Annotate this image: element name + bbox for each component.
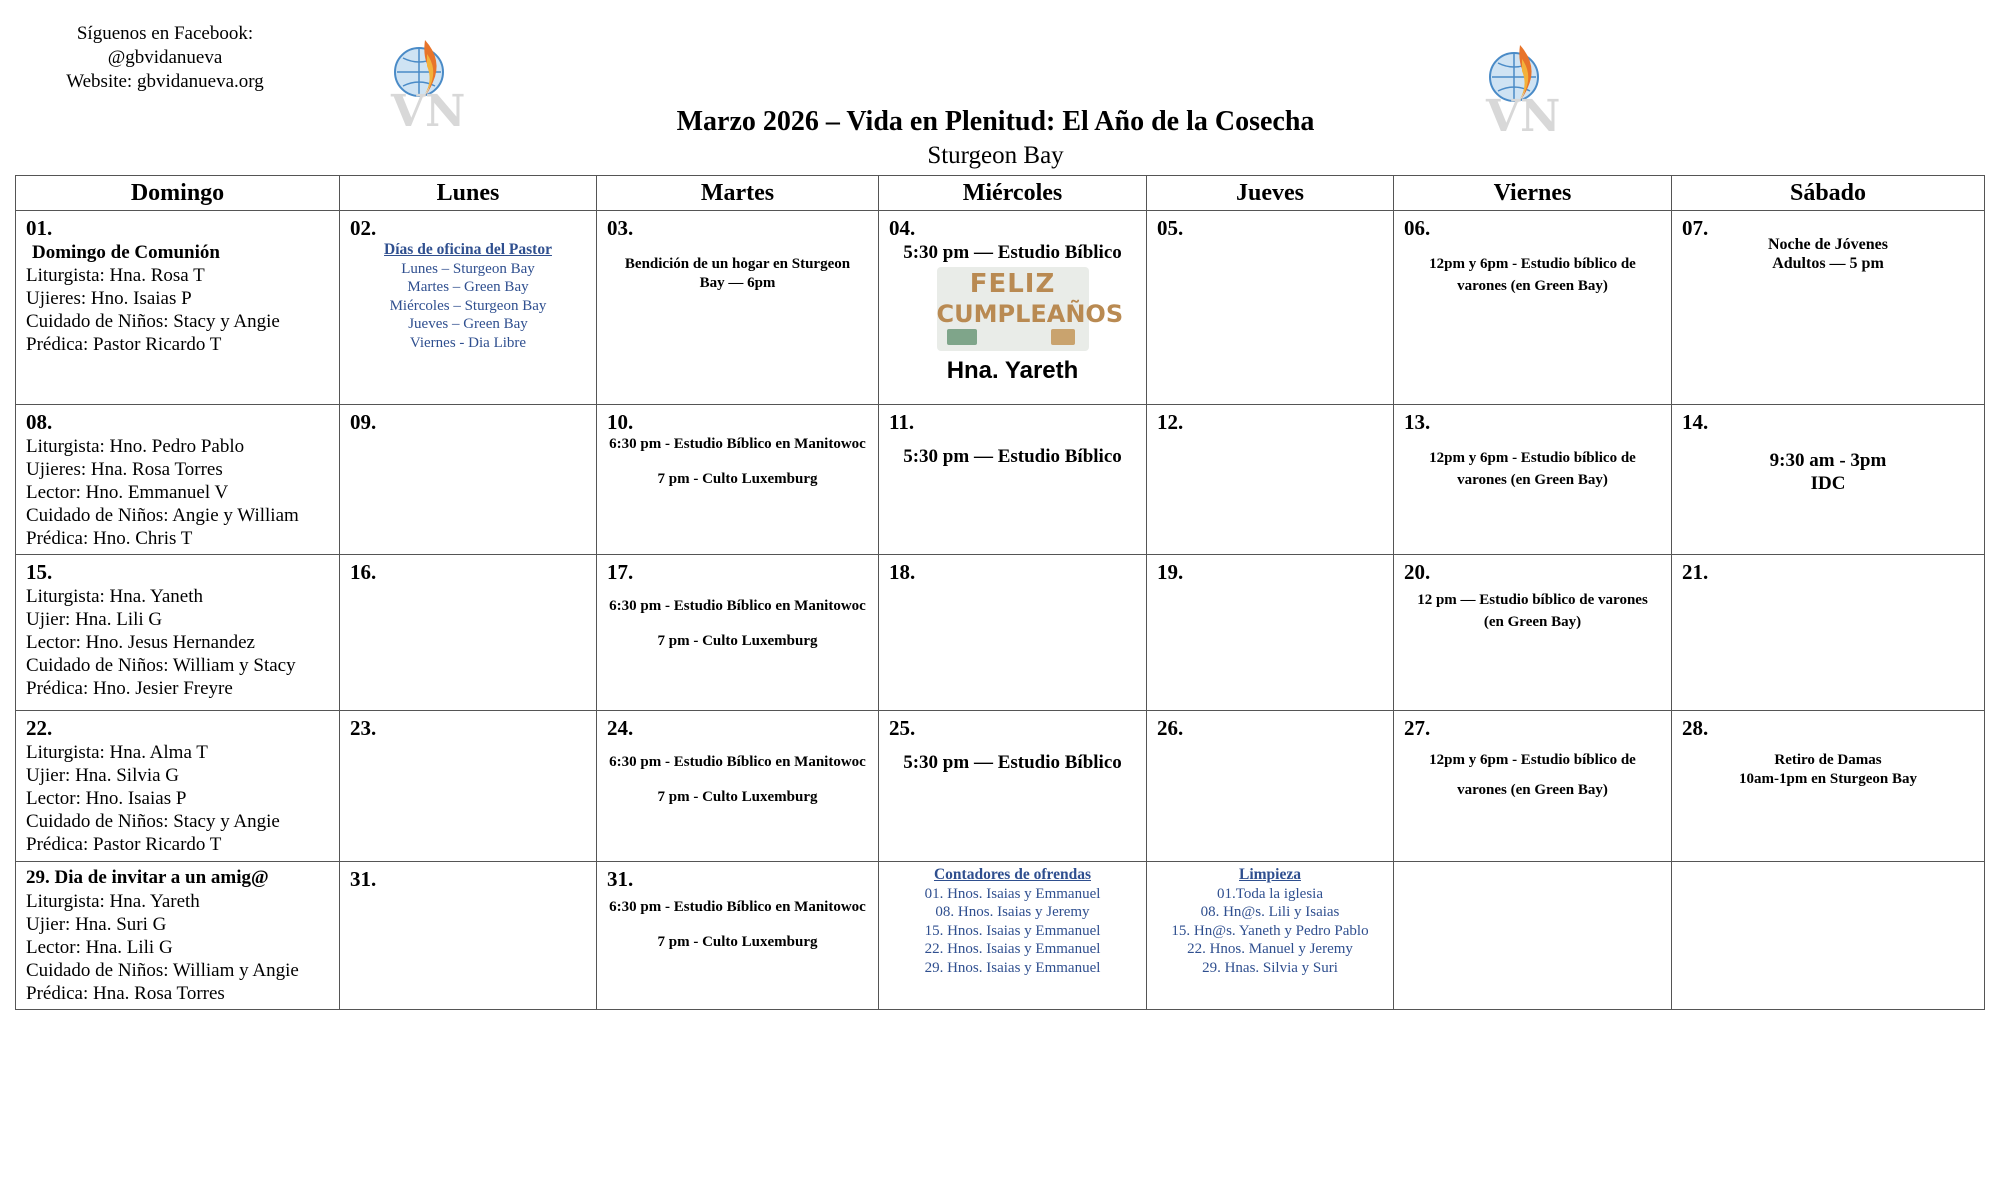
role-line: Liturgista: Hna. Yaneth	[26, 586, 203, 607]
day-cell	[1394, 555, 1672, 711]
day-cell	[879, 862, 1147, 1010]
day-number: 17.	[607, 560, 634, 584]
day-number: 03.	[607, 216, 634, 240]
day-number: 18.	[889, 560, 916, 584]
role-line: Lector: Hna. Lili G	[26, 937, 173, 958]
day-cell	[597, 711, 879, 862]
day-cell	[879, 711, 1147, 862]
role-line: Cuidado de Niños: William y Angie	[26, 960, 299, 981]
day-cell	[1394, 711, 1672, 862]
day-cell	[1394, 405, 1672, 555]
office-day-line: Jueves – Green Bay	[408, 316, 528, 332]
event-text: Retiro de Damas	[1774, 752, 1882, 768]
role-line: Ujier: Hna. Suri G	[26, 914, 167, 935]
day-number: 12.	[1157, 410, 1184, 434]
cleaning-line: 01.Toda la iglesia	[1216, 885, 1323, 902]
day-cell	[597, 555, 879, 711]
day-number: 22.	[26, 716, 53, 740]
day-cell	[879, 405, 1147, 555]
day-number: 27.	[1404, 716, 1431, 740]
event-text: Bendición de un hogar en Sturgeon Bay — 6pm	[624, 256, 851, 291]
event-text: 12pm y 6pm - Estudio bíblico de varones (en Green Bay)	[1429, 752, 1636, 798]
day-number: 31.	[607, 867, 634, 891]
cleaning-line: 15. Hn@s. Yaneth y Pedro Pablo	[1171, 922, 1369, 939]
birthday-image-line: CUMPLEAÑOS	[936, 300, 1124, 328]
logo-letters: VN	[1486, 91, 1561, 142]
birthday-honoree: Hna. Yareth	[946, 357, 1079, 384]
communion-heading: Domingo de Comunión	[32, 242, 220, 263]
day-number: 29. Dia de invitar a un amig@	[26, 867, 269, 888]
weekday-header: Sábado	[1672, 176, 1985, 211]
event-text: 6:30 pm - Estudio Bíblico en Manitowoc	[609, 754, 866, 770]
counter-line: 08. Hnos. Isaias y Jeremy	[935, 904, 1090, 920]
social-line-facebook: Síguenos en Facebook:	[76, 23, 254, 44]
day-number: 01.	[26, 216, 53, 240]
weekday-header: Miércoles	[879, 176, 1147, 211]
role-line: Ujier: Hna. Silvia G	[26, 765, 180, 786]
day-number: 10.	[607, 410, 634, 434]
role-line: Liturgista: Hno. Pedro Pablo	[26, 436, 245, 457]
day-number: 19.	[1157, 560, 1184, 584]
day-number: 20.	[1404, 560, 1431, 584]
day-number: 02.	[350, 216, 377, 240]
website-line: Website: gbvidanueva.org	[66, 71, 264, 92]
role-line: Prédica: Pastor Ricardo T	[26, 834, 222, 855]
pastor-office-heading: Días de oficina del Pastor	[384, 241, 552, 258]
role-line: Cuidado de Niños: Angie y William	[26, 505, 299, 526]
weekday-header: Lunes	[340, 176, 597, 211]
event-text: 9:30 am - 3pm	[1769, 450, 1887, 471]
office-day-line: Lunes – Sturgeon Bay	[401, 260, 535, 277]
gift-icon	[947, 329, 977, 345]
day-number: 11.	[889, 410, 915, 434]
role-line: Ujier: Hna. Lili G	[26, 609, 163, 630]
page-title: Marzo 2026 – Vida en Plenitud: El Año de la Cosecha	[676, 106, 1315, 137]
cleaning-schedule	[1157, 866, 1383, 977]
day-cell	[1672, 862, 1985, 1010]
week-row	[16, 862, 1985, 1010]
logo-letters: VN	[391, 86, 466, 137]
event-text: 6:30 pm - Estudio Bíblico en Manitowoc	[609, 598, 866, 614]
day-cell	[340, 555, 597, 711]
day-number: 13.	[1404, 410, 1431, 434]
week-row	[16, 711, 1985, 862]
cleaning-heading: Limpieza	[1239, 866, 1301, 883]
event-text: 7 pm - Culto Luxemburg	[657, 471, 818, 487]
counter-line: 29. Hnos. Isaias y Emmanuel	[924, 959, 1101, 976]
event-text: 6:30 pm - Estudio Bíblico en Manitowoc	[609, 899, 866, 915]
day-number: 24.	[607, 716, 634, 740]
event-text: 10am-1pm en Sturgeon Bay	[1739, 771, 1917, 787]
day-number: 28.	[1682, 716, 1709, 740]
day-cell	[1672, 555, 1985, 711]
event-text: 5:30 pm — Estudio Bíblico	[903, 752, 1122, 773]
cleaning-line: 22. Hnos. Manuel y Jeremy	[1187, 941, 1353, 957]
day-cell	[340, 862, 597, 1010]
day-cell	[597, 211, 879, 405]
office-day-line: Viernes - Dia Libre	[409, 334, 527, 351]
day-number: 07.	[1682, 216, 1709, 240]
day-cell	[1147, 405, 1394, 555]
day-cell	[340, 211, 597, 405]
page-subtitle: Sturgeon Bay	[927, 142, 1064, 169]
offering-counters	[889, 866, 1136, 977]
counter-line: 15. Hnos. Isaias y Emmanuel	[924, 922, 1101, 939]
role-line: Ujieres: Hna. Rosa Torres	[26, 459, 223, 480]
event-text: 5:30 pm — Estudio Bíblico	[903, 446, 1122, 467]
counter-line: 22. Hnos. Isaias y Emmanuel	[924, 941, 1101, 957]
social-info	[40, 22, 290, 94]
day-number: 23.	[350, 716, 377, 740]
day-number: 05.	[1157, 216, 1184, 240]
event-text: 12 pm — Estudio bíblico de varones (en Green Bay)	[1417, 592, 1648, 630]
offering-counters-heading: Contadores de ofrendas	[933, 866, 1092, 883]
week-row	[16, 405, 1985, 555]
event-text: 12pm y 6pm - Estudio bíblico de varones (en Green Bay)	[1429, 256, 1636, 294]
calendar-table	[15, 175, 1985, 1010]
day-cell	[879, 555, 1147, 711]
day-cell	[1147, 711, 1394, 862]
weekday-header: Domingo	[16, 176, 340, 211]
pastor-office-days	[350, 241, 586, 352]
day-cell	[16, 711, 340, 862]
day-cell	[1672, 711, 1985, 862]
event-text: 7 pm - Culto Luxemburg	[657, 789, 818, 805]
day-number: 08.	[26, 410, 53, 434]
day-cell	[597, 862, 879, 1010]
role-line: Lector: Hno. Isaias P	[26, 788, 187, 809]
day-cell	[1147, 862, 1394, 1010]
office-day-line: Martes – Green Bay	[407, 279, 529, 295]
day-number: 06.	[1404, 216, 1431, 240]
office-day-line: Miércoles – Sturgeon Bay	[389, 297, 547, 314]
day-number: 31.	[350, 867, 377, 891]
day-number: 21.	[1682, 560, 1709, 584]
day-cell	[1147, 555, 1394, 711]
day-number: 09.	[350, 410, 377, 434]
gift-icon	[1051, 329, 1075, 345]
day-cell	[340, 711, 597, 862]
role-line: Prédica: Hno. Chris T	[26, 528, 193, 549]
weekday-header-row	[16, 176, 1985, 211]
day-number: 15.	[26, 560, 53, 584]
role-line: Cuidado de Niños: William y Stacy	[26, 655, 296, 676]
day-number: 14.	[1682, 410, 1709, 434]
counter-line: 01. Hnos. Isaias y Emmanuel	[924, 885, 1101, 902]
event-text: IDC	[1810, 473, 1846, 494]
day-number: 16.	[350, 560, 377, 584]
event-text: 6:30 pm - Estudio Bíblico en Manitowoc	[609, 436, 866, 452]
day-number: 25.	[889, 716, 916, 740]
event-text: 12pm y 6pm - Estudio bíblico de varones (en Green Bay)	[1429, 450, 1636, 488]
day-number: 04.	[889, 216, 916, 240]
day-cell	[1672, 405, 1985, 555]
day-cell	[1394, 211, 1672, 405]
day-cell	[1147, 211, 1394, 405]
day-cell	[1672, 211, 1985, 405]
weekday-header: Jueves	[1147, 176, 1394, 211]
social-handle: @gbvidanueva	[107, 47, 223, 68]
day-cell	[597, 405, 879, 555]
cleaning-line: 08. Hn@s. Lili y Isaias	[1200, 904, 1340, 920]
role-line: Prédica: Hno. Jesier Freyre	[26, 678, 233, 699]
day-cell	[16, 211, 340, 405]
role-line: Prédica: Hna. Rosa Torres	[26, 983, 225, 1004]
role-line: Liturgista: Hna. Yareth	[26, 891, 200, 912]
cleaning-line: 29. Hnas. Silvia y Suri	[1202, 959, 1338, 976]
role-line: Ujieres: Hno. Isaias P	[26, 288, 192, 309]
day-cell	[16, 862, 340, 1010]
day-cell	[879, 211, 1147, 405]
event-text: 7 pm - Culto Luxemburg	[657, 934, 818, 950]
role-line: Liturgista: Hna. Alma T	[26, 742, 208, 763]
week-row	[16, 555, 1985, 711]
day-cell	[1394, 862, 1672, 1010]
weekday-header: Martes	[597, 176, 879, 211]
birthday-image	[936, 267, 1124, 351]
role-line: Lector: Hno. Jesus Hernandez	[26, 632, 255, 653]
event-text: 5:30 pm — Estudio Bíblico	[903, 242, 1122, 263]
day-cell	[16, 555, 340, 711]
event-text: 7 pm - Culto Luxemburg	[657, 633, 818, 649]
role-line: Prédica: Pastor Ricardo T	[26, 334, 222, 355]
role-line: Liturgista: Hna. Rosa T	[26, 265, 205, 286]
day-cell	[340, 405, 597, 555]
day-cell	[16, 405, 340, 555]
week-row	[16, 211, 1985, 405]
role-line: Lector: Hno. Emmanuel V	[26, 482, 229, 503]
role-line: Cuidado de Niños: Stacy y Angie	[26, 311, 280, 332]
weekday-header: Viernes	[1394, 176, 1672, 211]
day-number: 26.	[1157, 716, 1184, 740]
event-text: Noche de Jóvenes Adultos — 5 pm	[1768, 236, 1888, 272]
role-line: Cuidado de Niños: Stacy y Angie	[26, 811, 280, 832]
birthday-image-line: FELIZ	[969, 269, 1056, 299]
